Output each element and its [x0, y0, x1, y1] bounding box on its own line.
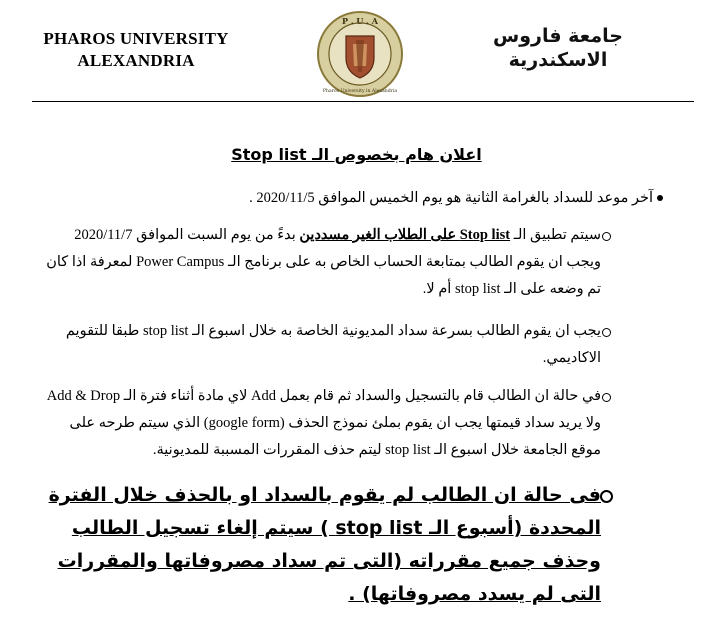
seal-bottom-text: Pharos University in Alexandria [322, 89, 398, 94]
bullet-circle-icon [602, 393, 611, 402]
payment-item: يجب ان يقوم الطالب بسرعة سداد المديونية الخاصة به خلال اسبوع الـ stop list طبقا للتقويم الاكاديمي. [65, 323, 601, 366]
header-divider [32, 101, 694, 102]
bullet-disc-icon [657, 195, 663, 201]
bullet-circle-icon [602, 232, 611, 241]
cancellation-warning-item: فى حالة ان الطالب لم يقوم بالسداد او بالحذف خلال الفترة المحددة (أسبوع الـ stop list ) سيتم إلغاء تسجيل الطالب وحذف جميع مقرراته (التى تم سداد مصروفاتها والمقررات التى لم يسدد مصروفاتها) . [48, 484, 601, 605]
add-drop-item: في حالة ان الطالب قام بالتسجيل والسداد ثم قام بعمل Add لاي مادة أثناء فترة الـ Add & Drop ولا يريد سداد قيمتها يجب ان يقوم بملئ نموذج الحذف (google form) الذي سيتم طرحه على موقع الجامعة خلال اسبوع الـ stop list ليتم حذف المقررات المسببة للمديونية. [46, 388, 601, 458]
university-seal-logo [316, 10, 404, 98]
announcement-title: اعلان هام بخصوص الـ Stop list [231, 145, 482, 164]
stop-list-pre: سيتم تطبيق الـ [510, 227, 601, 243]
university-name-english [36, 28, 236, 72]
stop-list-post: بدءً من يوم السبت الموافق 2020/11/7 ويجب ان يقوم الطالب بمتابعة الحساب الخاص به على برنامج الـ Power Campus لمعرفة اذا كان تم وضعه على الـ stop list أم لا. [46, 227, 601, 297]
seal-top-text: P . U . A [342, 16, 378, 26]
university-en-line1: PHAROS UNIVERSITY [43, 29, 229, 48]
letterhead [0, 0, 713, 100]
university-ar-line2: الاسكندرية [508, 49, 608, 71]
university-name-arabic [473, 24, 643, 72]
university-ar-line1: جامعة فاروس [493, 25, 623, 47]
bullet-circle-icon [600, 490, 613, 503]
bullet-circle-icon [602, 328, 611, 337]
stop-list-item [41, 222, 601, 303]
stop-list-emphasis: Stop list على الطلاب الغير مسددين [299, 227, 511, 243]
university-en-line2: ALEXANDRIA [77, 51, 195, 70]
deadline-item: آخر موعد للسداد بالغرامة الثانية هو يوم الخميس الموافق 2020/11/5 . [249, 190, 653, 206]
